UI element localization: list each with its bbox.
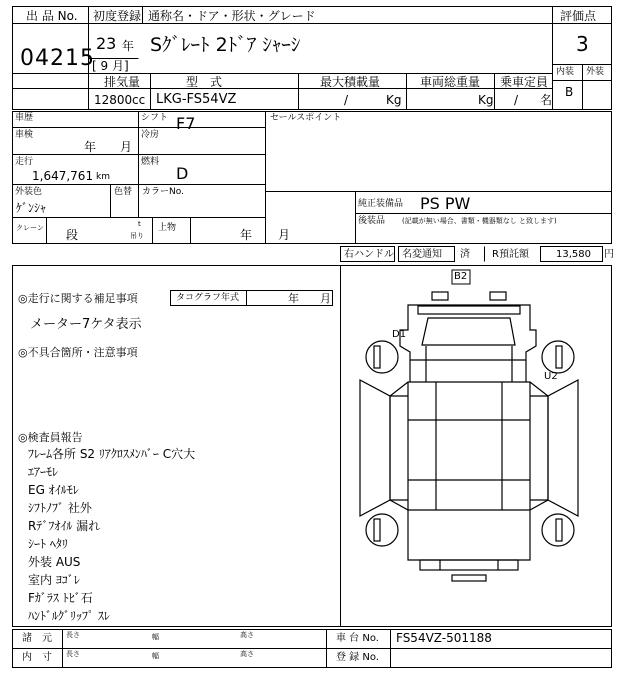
- deposit-unit: 円: [604, 249, 614, 260]
- interior-grade: B: [565, 85, 574, 99]
- vehicle-title: Sｸﾞﾚｰﾄ 2ﾄﾞｱ ｼｬｰｼ: [150, 34, 301, 56]
- equipment-value: PS PW: [420, 194, 471, 213]
- shift-value: F7: [176, 114, 196, 133]
- fuel-label: 燃料: [141, 157, 160, 167]
- crane-hang: 吊り: [130, 232, 144, 240]
- color-label: 外装色: [15, 187, 43, 197]
- inner-length-label: 長さ: [66, 650, 80, 658]
- color-value: ｹﾞﾝｼｬ: [16, 201, 47, 215]
- damage-mark-d1: D1: [392, 329, 407, 340]
- report-line: EG ｵｲﾙﾓﾚ: [28, 483, 79, 497]
- damage-mark-u2: U2: [544, 371, 558, 382]
- height-label: 高さ: [240, 631, 254, 639]
- sales-point-label: セールスポイント: [270, 113, 342, 123]
- reg-year: 23: [96, 34, 117, 53]
- upper-year: 年: [240, 228, 253, 242]
- driving-notes-label: ◎走行に関する補足事項: [18, 292, 138, 305]
- crane-stage: 段: [66, 228, 79, 242]
- max-load-label: 最大積載量: [320, 75, 381, 89]
- deposit-label: R預託額: [492, 249, 529, 260]
- max-load-value: /: [344, 93, 349, 107]
- reg-month: [ 9 月]: [92, 59, 129, 73]
- rhd-badge: 右ハンドル: [344, 249, 394, 260]
- report-line: ﾊﾝﾄﾞﾙｸﾞﾘｯﾌﾟ ｽﾚ: [28, 609, 110, 623]
- report-line: 外装 AUS: [28, 555, 81, 569]
- ac-label: 冷房: [141, 130, 160, 140]
- aftermarket-label: 後装品: [358, 216, 386, 226]
- report-line: Rﾃﾞﾌｵｲﾙ 漏れ: [28, 519, 101, 533]
- width-label: 幅: [152, 633, 159, 641]
- report-line: ｴｱｰﾓﾚ: [28, 465, 59, 479]
- meter-note: メーター7ケタ表示: [30, 317, 142, 332]
- inspection-label: 車検: [15, 130, 34, 140]
- report-line: 室内 ﾖｺﾞﾚ: [28, 573, 80, 587]
- report-line: Fｶﾞﾗｽ ﾄﾋﾞ石: [28, 591, 93, 605]
- mileage-label: 走行: [15, 157, 34, 167]
- capacity-value: /: [514, 93, 519, 107]
- equipment-label: 純正装備品: [358, 199, 404, 209]
- color-change-label: 色替: [114, 187, 133, 197]
- upper-label: 上物: [158, 223, 177, 233]
- model-code-label: 型 式: [186, 75, 223, 89]
- defects-label: ◎不具合箇所・注意事項: [18, 346, 138, 359]
- tacho-year: 年: [288, 292, 299, 305]
- reg-year-unit: 年: [122, 39, 135, 53]
- damage-mark-b2: B2: [454, 271, 468, 282]
- displacement-label: 排気量: [104, 75, 141, 89]
- report-line: ﾌﾚｰﾑ各所 S2 ﾘｱｸﾛｽﾒﾝﾊﾞｰ C穴大: [28, 447, 196, 461]
- inner-height-label: 高さ: [240, 650, 254, 658]
- inspection-year: 年: [84, 140, 97, 154]
- model-name-label: 通称名・ドア・形状・グレード: [148, 9, 316, 23]
- interior-label: 内装: [556, 67, 575, 77]
- chassis-no-label: 車 台 No.: [336, 633, 379, 644]
- tachograph-label: タコグラフ年式: [176, 293, 240, 303]
- first-reg-label: 初度登録: [93, 9, 142, 23]
- max-load-unit: Kg: [386, 93, 402, 107]
- chassis-no-value: FS54VZ-501188: [396, 631, 492, 645]
- history-label: 車歴: [15, 113, 34, 123]
- registration-no-label: 登 録 No.: [336, 652, 379, 663]
- crane-ton: t: [138, 220, 141, 228]
- rating-label: 評価点: [560, 9, 597, 23]
- inspector-report-label: ◎検査員報告: [18, 431, 83, 444]
- name-change-mark: 済: [460, 249, 470, 260]
- mileage-unit: km: [96, 172, 110, 182]
- inner-dim-label: 内 寸: [22, 652, 52, 663]
- gross-weight-label: 車両総重量: [420, 75, 481, 89]
- lot-no-label: 出 品 No.: [26, 9, 78, 23]
- capacity-unit: 名: [540, 93, 553, 107]
- gross-weight-unit: Kg: [478, 93, 494, 107]
- report-line: ｼﾌﾄﾉﾌﾞ 社外: [28, 501, 92, 515]
- lot-number: 04215: [20, 46, 95, 71]
- mileage-value: 1,647,761: [32, 169, 94, 183]
- rating-value: 3: [576, 32, 589, 56]
- inspection-month: 月: [120, 140, 133, 154]
- model-code-value: LKG-FS54VZ: [156, 92, 237, 107]
- shift-label: シフト: [141, 113, 169, 123]
- color-code-label: カラーNo.: [142, 187, 184, 197]
- deposit-value: 13,580: [556, 249, 591, 260]
- upper-month: 月: [278, 228, 291, 242]
- report-line: ｼｰﾄ ﾍﾀﾘ: [28, 537, 68, 551]
- fuel-value: D: [176, 164, 189, 183]
- capacity-label: 乗車定員: [500, 75, 549, 89]
- inner-width-label: 幅: [152, 652, 159, 660]
- displacement-unit: cc: [132, 93, 146, 107]
- crane-label: クレーン: [16, 224, 44, 232]
- name-change-label: 名変通知: [402, 249, 442, 260]
- displacement-value: 12800: [94, 93, 133, 107]
- exterior-label: 外装: [586, 67, 605, 77]
- length-label: 長さ: [66, 631, 80, 639]
- specs-label: 諸 元: [22, 633, 52, 644]
- aftermarket-note: (記載が無い場合、書類・機器類なし と致します): [402, 217, 557, 225]
- tacho-month: 月: [320, 292, 331, 305]
